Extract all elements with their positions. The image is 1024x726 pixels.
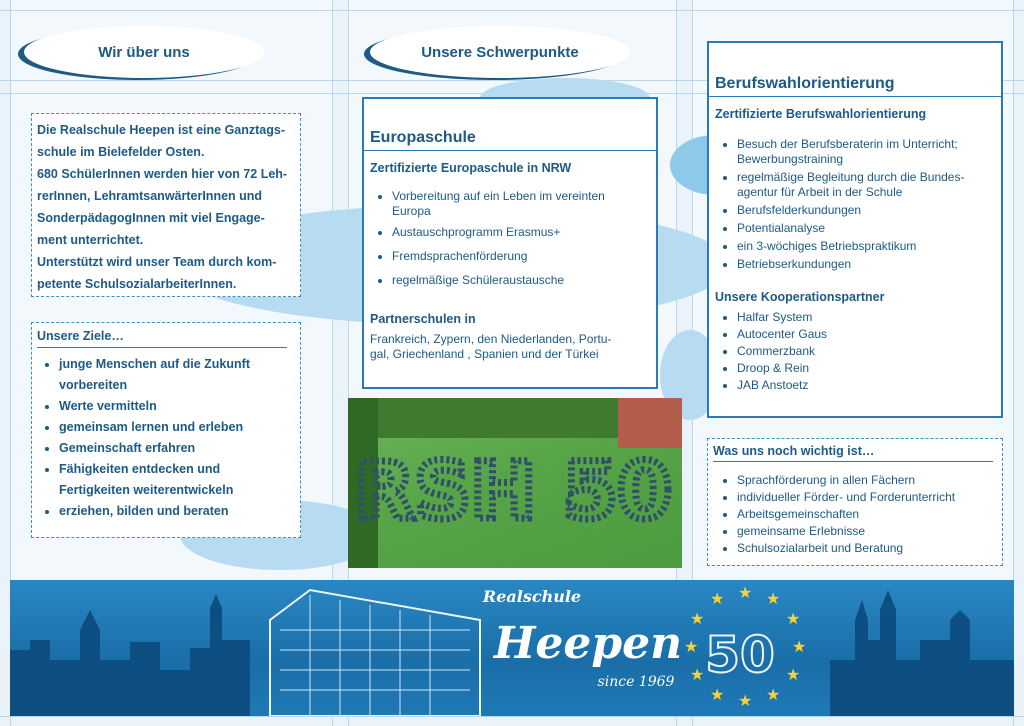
list-item (392, 273, 656, 288)
star-icon: ★ (710, 687, 725, 704)
list-item-text: Fertigkeiten weiterentwickeln (59, 483, 234, 497)
list-item (737, 257, 1001, 272)
europaschule-list (364, 189, 656, 288)
school-building (270, 590, 480, 716)
list-item (737, 489, 997, 506)
intro-line: petente SchulsozialarbeiterInnen. (37, 277, 237, 291)
list-item-text: Fremdsprachenförderung (392, 249, 528, 263)
right-skyline (830, 590, 1014, 716)
left-skyline (10, 594, 250, 716)
europaschule-subheading: Zertifizierte Europaschule in NRW (370, 161, 572, 175)
banner-since: since 1969 (597, 674, 675, 690)
list-item (59, 354, 295, 396)
list-item-text: Vorbereitung auf ein Leben im vereinten (392, 189, 605, 203)
banner-anniversary: 50 (705, 626, 775, 684)
list-item-text: Austauschprogramm Erasmus+ (392, 225, 561, 239)
list-item-text: gemeinsam lernen und erleben (59, 420, 244, 434)
berufswahl-subheading: Zertifizierte Berufswahlorientierung (715, 107, 927, 121)
list-item-text: Schulsozialarbeit und Beratung (737, 541, 904, 555)
pill-label: Wir über uns (98, 43, 190, 61)
cooperation-partners-list (709, 310, 1001, 393)
star-icon: ★ (738, 693, 753, 710)
photo-illustration (348, 398, 682, 568)
list-item-text: vorbereiten (59, 378, 128, 392)
list-item (392, 225, 656, 240)
list-item (737, 170, 1001, 200)
list-item (737, 506, 997, 523)
intro-line: Die Realschule Heepen ist eine Ganztags- (37, 123, 285, 137)
intro-line: 680 SchülerInnen werden hier von 72 Leh- (37, 167, 288, 181)
list-item (737, 327, 1001, 342)
list-item-text: Arbeitsgemeinschaften (737, 507, 860, 521)
list-item (392, 249, 656, 264)
list-item-text: gemeinsame Erlebnisse (737, 524, 866, 538)
list-item-text: Werte vermitteln (59, 399, 157, 413)
list-item-text: Droop & Rein (737, 361, 810, 375)
list-item-text: Sprachförderung in allen Fächern (737, 473, 916, 487)
list-item-text: Gemeinschaft erfahren (59, 441, 196, 455)
guide-line (0, 10, 1024, 11)
list-item (392, 189, 656, 219)
europaschule-box (362, 97, 658, 389)
list-item (737, 361, 1001, 376)
list-item-text: JAB Anstoetz (737, 378, 809, 392)
star-icon: ★ (690, 611, 705, 628)
star-icon: ★ (786, 611, 801, 628)
star-icon: ★ (766, 687, 781, 704)
list-item-text: Besuch der Berufsberaterin im Unterricht; (737, 137, 958, 151)
list-item-text: agentur für Arbeit in der Schule (737, 185, 903, 199)
list-item-text: erziehen, bilden und beraten (59, 504, 229, 518)
list-item (59, 438, 295, 459)
banner-artwork (10, 580, 1014, 716)
list-item (737, 344, 1001, 359)
school-banner (10, 580, 1014, 716)
list-item (59, 459, 295, 501)
intro-line: ment unterrichtet. (37, 233, 144, 247)
list-item (737, 472, 997, 489)
list-item-text: regelmäßige Begleitung durch die Bundes- (737, 170, 965, 184)
list-item (737, 137, 1001, 167)
list-item-text: Halfar System (737, 310, 813, 324)
list-item-text: Potentialanalyse (737, 221, 826, 235)
intro-line: schule im Bielefelder Osten. (37, 145, 205, 159)
list-item (737, 203, 1001, 218)
intro-line: SonderpädagogInnen mit viel Engage- (37, 211, 265, 225)
guide-line (0, 716, 1024, 717)
star-icon: ★ (792, 639, 807, 656)
goals-box (31, 322, 301, 538)
star-icon: ★ (690, 667, 705, 684)
star-icon: ★ (766, 591, 781, 608)
track-area (618, 398, 682, 448)
list-item-text: junge Menschen auf die Zukunft (59, 357, 250, 371)
pill-unsere-schwerpunkte (370, 26, 630, 78)
more-important-list (713, 472, 997, 557)
goals-title: Unsere Ziele… (37, 329, 287, 348)
list-item-text: Autocenter Gaus (737, 327, 828, 341)
list-item (737, 310, 1001, 325)
banner-word-heepen: Heepen (493, 618, 683, 669)
cooperation-partners-title: Unsere Kooperationspartner (715, 290, 885, 304)
partner-schools-text (370, 332, 650, 362)
list-item-text: Betriebserkundungen (737, 257, 852, 271)
star-icon: ★ (738, 585, 753, 602)
list-item-text: individueller Förder- und Forderunterricht (737, 490, 956, 504)
list-item-text: regelmäßige Schüleraustausche (392, 273, 565, 287)
partner-schools-line: Frankreich, Zypern, den Niederlanden, Portu- (370, 332, 612, 346)
list-item (737, 540, 997, 557)
list-item-text: Fähigkeiten entdecken und (59, 462, 221, 476)
list-item-text: Europa (392, 204, 431, 218)
list-item (59, 396, 295, 417)
star-icon: ★ (786, 667, 801, 684)
more-important-title: Was uns noch wichtig ist… (713, 444, 993, 462)
berufswahl-list (709, 137, 1001, 272)
list-item (737, 221, 1001, 236)
berufswahl-box (707, 41, 1003, 418)
pill-label: Unsere Schwerpunkte (421, 43, 579, 61)
goals-list (37, 354, 295, 522)
list-item-text: Bewerbungstraining (737, 152, 844, 166)
banner-word-realschule: Realschule (482, 587, 582, 606)
list-item (59, 501, 295, 522)
europaschule-heading: Europaschule (364, 125, 656, 151)
list-item (737, 523, 997, 540)
list-item (737, 239, 1001, 254)
intro-line: rerInnen, LehramtsanwärterInnen und (37, 189, 263, 203)
intro-box (31, 113, 301, 297)
list-item (59, 417, 295, 438)
star-icon: ★ (684, 639, 699, 656)
list-item-text: ein 3-wöchiges Betriebspraktikum (737, 239, 917, 253)
list-item-text: Commerzbank (737, 344, 816, 358)
list-item (737, 378, 1001, 393)
list-item-text: Berufsfelderkundungen (737, 203, 862, 217)
star-icon: ★ (710, 591, 725, 608)
school-photo (348, 398, 682, 568)
partner-schools-line: gal, Griechenland , Spanien und der Türkei (370, 347, 599, 361)
more-important-box (707, 438, 1003, 566)
pill-wir-ueber-uns (24, 26, 264, 78)
partner-schools-title: Partnerschulen in (370, 312, 476, 326)
photo-text: RSH 50 (354, 447, 672, 537)
intro-line: Unterstützt wird unser Team durch kom- (37, 255, 277, 269)
berufswahl-heading: Berufswahlorientierung (709, 71, 1001, 97)
